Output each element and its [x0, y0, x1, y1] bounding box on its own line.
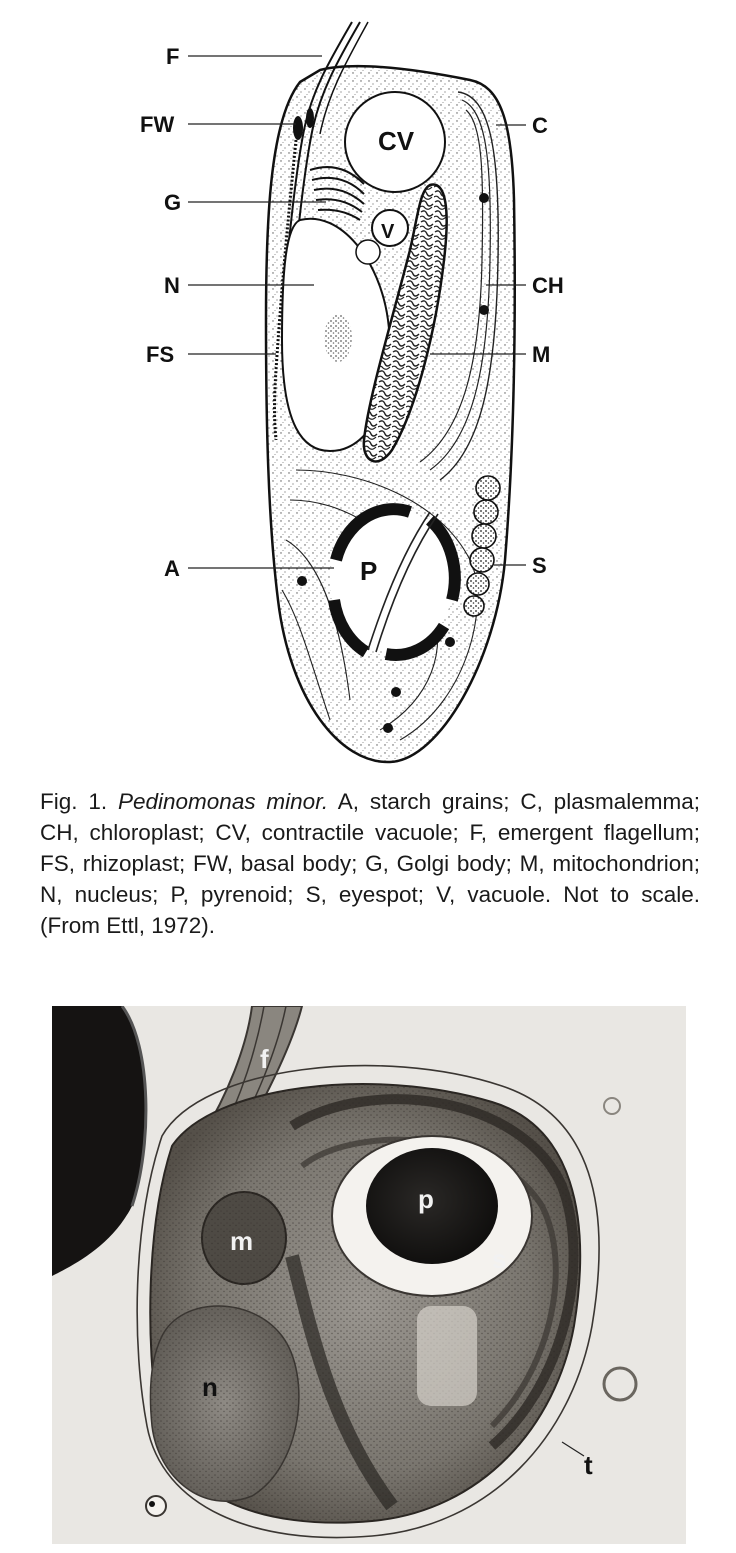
label-fw: FW [140, 112, 175, 137]
micrograph-label-t: t [584, 1450, 593, 1480]
species-name: Pedinomonas minor. [117, 789, 329, 814]
label-fs: FS [146, 342, 175, 367]
pyrenoid [330, 508, 455, 655]
micrograph-label-p: p [418, 1184, 434, 1214]
micrograph-nucleus [150, 1306, 298, 1501]
label-s: S [532, 553, 547, 578]
micrograph-label-m: m [230, 1226, 254, 1256]
label-p: P [360, 556, 378, 586]
label-ch: CH [532, 273, 564, 298]
label-n: N [164, 273, 180, 298]
micrograph-label-f: f [260, 1044, 269, 1074]
label-cv: CV [378, 126, 415, 156]
figure-caption [40, 786, 700, 941]
fig-number: Fig. 1. [40, 789, 108, 814]
micrograph-label-n: n [202, 1372, 218, 1402]
electron-micrograph [52, 1006, 686, 1544]
label-v: V [381, 221, 395, 243]
caption-body: A, starch grains; C, plasmalemma; CH, chloroplast; CV, contractile vacuole; F, emergent flagellum; FS, rhizoplast; FW, basal body; G, Golgi body; M, mitochondrion; N, nucleus; P, pyrenoid; S, eyespot; V, vacuole. Not to scale. (From Ettl, 1972). [40, 789, 700, 938]
label-c: C [532, 113, 548, 138]
label-a: A [164, 556, 180, 581]
micrograph-label-s: s [492, 1244, 507, 1274]
label-g: G [164, 190, 182, 215]
label-m: M [532, 342, 551, 367]
label-f: F [166, 44, 180, 69]
